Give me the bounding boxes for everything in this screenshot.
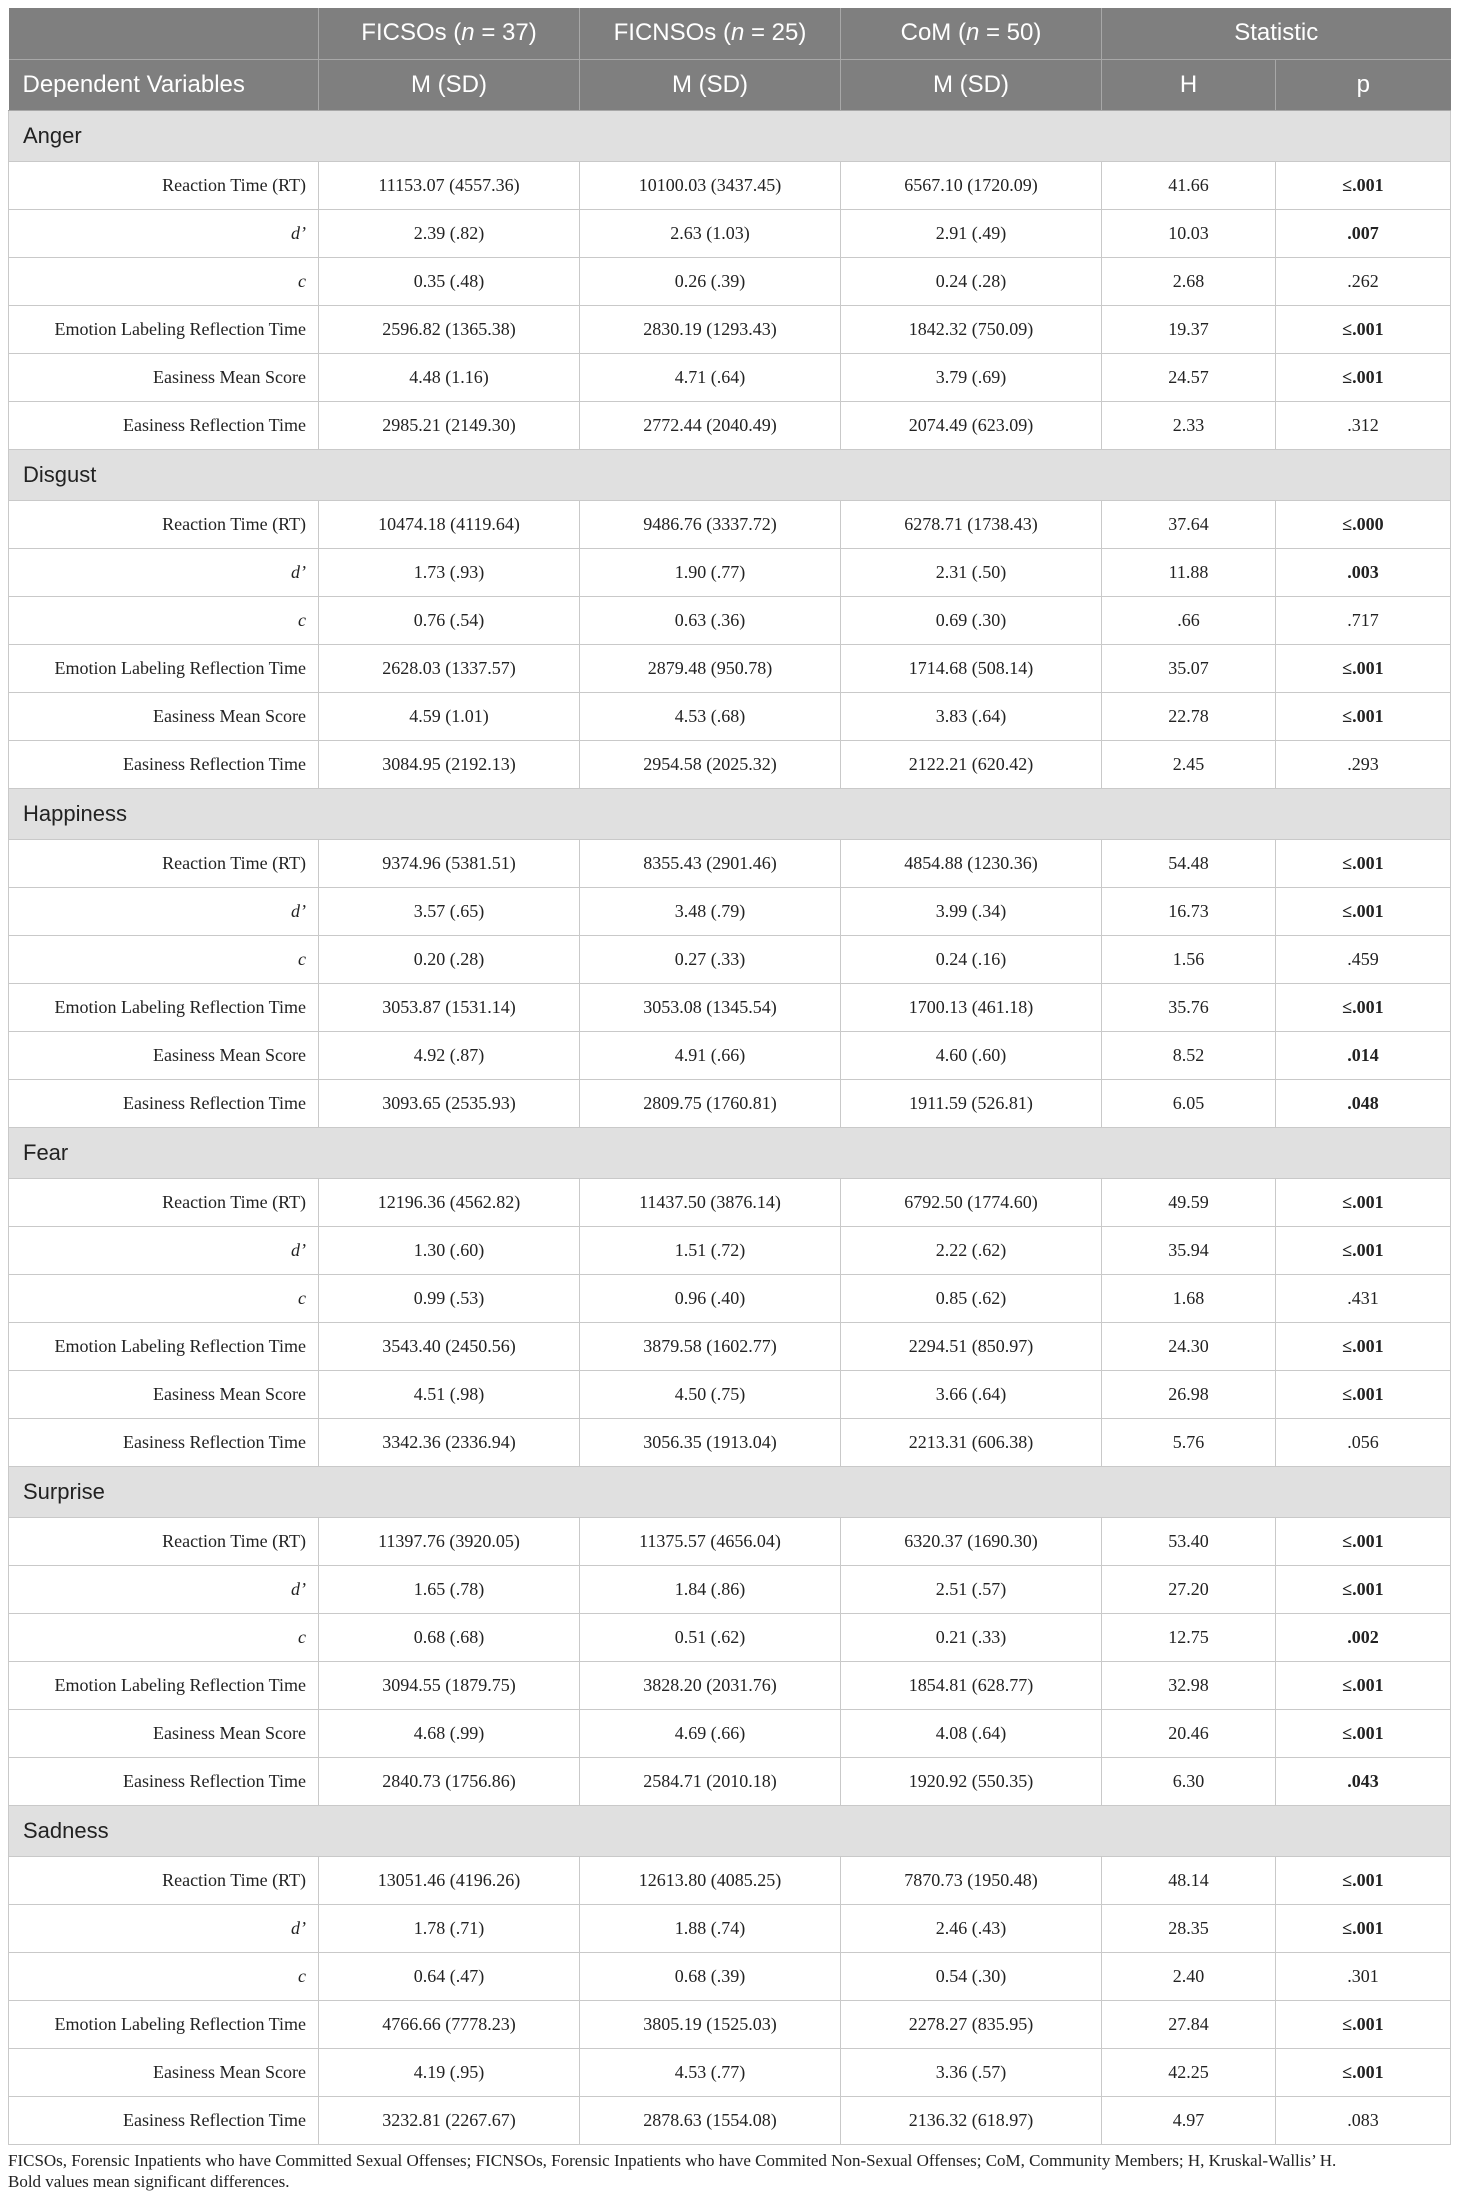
value-ficnsos: 1.90 (.77) — [580, 548, 841, 596]
value-h: 6.05 — [1102, 1079, 1276, 1127]
section-header-row — [9, 449, 1451, 500]
value-ficnsos: 10100.03 (3437.45) — [580, 161, 841, 209]
header-group-ficnsos — [580, 8, 841, 59]
row-label: Easiness Mean Score — [9, 1370, 319, 1418]
value-ficsos: 4.59 (1.01) — [319, 692, 580, 740]
value-com: 4.08 (.64) — [841, 1709, 1102, 1757]
row-label: Reaction Time (RT) — [9, 839, 319, 887]
value-h: 42.25 — [1102, 2048, 1276, 2096]
value-ficsos: 11153.07 (4557.36) — [319, 161, 580, 209]
row-label: c — [9, 1613, 319, 1661]
value-p: .312 — [1276, 401, 1451, 449]
value-p: ≤.001 — [1276, 887, 1451, 935]
value-com: 3.66 (.64) — [841, 1370, 1102, 1418]
value-h: 24.30 — [1102, 1322, 1276, 1370]
value-h: 35.76 — [1102, 983, 1276, 1031]
row-label: c — [9, 1952, 319, 2000]
header-group-ficnsos-n-value: = 25) — [744, 19, 807, 47]
value-ficnsos: 4.71 (.64) — [580, 353, 841, 401]
section-header-row — [9, 788, 1451, 839]
value-ficnsos: 2.63 (1.03) — [580, 209, 841, 257]
section-title: Happiness — [9, 788, 1451, 839]
value-ficsos: 3053.87 (1531.14) — [319, 983, 580, 1031]
value-h: 35.94 — [1102, 1226, 1276, 1274]
value-h: 6.30 — [1102, 1757, 1276, 1805]
value-p: .002 — [1276, 1613, 1451, 1661]
value-ficnsos: 2954.58 (2025.32) — [580, 740, 841, 788]
value-ficnsos: 3879.58 (1602.77) — [580, 1322, 841, 1370]
header-row-columns — [9, 59, 1451, 110]
value-com: 6567.10 (1720.09) — [841, 161, 1102, 209]
table-row — [9, 1370, 1451, 1418]
value-com: 0.24 (.16) — [841, 935, 1102, 983]
value-h: 37.64 — [1102, 500, 1276, 548]
value-ficnsos: 0.26 (.39) — [580, 257, 841, 305]
value-ficsos: 0.20 (.28) — [319, 935, 580, 983]
value-ficnsos: 2830.19 (1293.43) — [580, 305, 841, 353]
header-group-com — [841, 8, 1102, 59]
value-ficsos: 11397.76 (3920.05) — [319, 1517, 580, 1565]
value-com: 4854.88 (1230.36) — [841, 839, 1102, 887]
value-ficsos: 9374.96 (5381.51) — [319, 839, 580, 887]
row-label: Emotion Labeling Reflection Time — [9, 983, 319, 1031]
table-row — [9, 401, 1451, 449]
value-ficnsos: 9486.76 (3337.72) — [580, 500, 841, 548]
value-ficnsos: 3056.35 (1913.04) — [580, 1418, 841, 1466]
value-h: 2.40 — [1102, 1952, 1276, 2000]
value-ficnsos: 3805.19 (1525.03) — [580, 2000, 841, 2048]
value-ficsos: 0.76 (.54) — [319, 596, 580, 644]
table-row — [9, 1904, 1451, 1952]
row-label: Easiness Mean Score — [9, 353, 319, 401]
row-label: Reaction Time (RT) — [9, 1517, 319, 1565]
table-row — [9, 983, 1451, 1031]
value-ficsos: 10474.18 (4119.64) — [319, 500, 580, 548]
row-label: d’ — [9, 1226, 319, 1274]
value-ficnsos: 0.27 (.33) — [580, 935, 841, 983]
table-row — [9, 740, 1451, 788]
value-ficsos: 4766.66 (7778.23) — [319, 2000, 580, 2048]
header-group-ficsos — [319, 8, 580, 59]
value-com: 0.85 (.62) — [841, 1274, 1102, 1322]
value-ficsos: 4.19 (.95) — [319, 2048, 580, 2096]
value-ficnsos: 4.69 (.66) — [580, 1709, 841, 1757]
results-table-container — [8, 8, 1450, 2145]
table-row — [9, 935, 1451, 983]
value-ficnsos: 2809.75 (1760.81) — [580, 1079, 841, 1127]
table-row — [9, 1079, 1451, 1127]
table-row — [9, 887, 1451, 935]
row-label: c — [9, 596, 319, 644]
value-p: ≤.000 — [1276, 500, 1451, 548]
value-p: ≤.001 — [1276, 1904, 1451, 1952]
value-h: 53.40 — [1102, 1517, 1276, 1565]
value-ficnsos: 1.51 (.72) — [580, 1226, 841, 1274]
value-h: 2.33 — [1102, 401, 1276, 449]
value-ficnsos: 4.53 (.68) — [580, 692, 841, 740]
value-ficsos: 12196.36 (4562.82) — [319, 1178, 580, 1226]
value-p: .717 — [1276, 596, 1451, 644]
value-h: 4.97 — [1102, 2096, 1276, 2144]
value-h: 11.88 — [1102, 548, 1276, 596]
table-row — [9, 1178, 1451, 1226]
value-h: 48.14 — [1102, 1856, 1276, 1904]
value-ficsos: 2985.21 (2149.30) — [319, 401, 580, 449]
row-label: Easiness Mean Score — [9, 2048, 319, 2096]
value-com: 3.36 (.57) — [841, 2048, 1102, 2096]
value-h: 24.57 — [1102, 353, 1276, 401]
section-header-row — [9, 1466, 1451, 1517]
value-h: 10.03 — [1102, 209, 1276, 257]
row-label: Emotion Labeling Reflection Time — [9, 305, 319, 353]
table-body — [9, 110, 1451, 2144]
footnote-abbreviations: FICSOs, Forensic Inpatients who have Committed Sexual Offenses; FICNSOs, Forensic Inpatients who have Commited Non-Sexual Offenses; CoM, Community Members; H, Kruskal-Wallis’ H. — [8, 2151, 1337, 2170]
row-label: d’ — [9, 887, 319, 935]
value-ficnsos: 2878.63 (1554.08) — [580, 2096, 841, 2144]
value-ficsos: 2840.73 (1756.86) — [319, 1757, 580, 1805]
footnote-bold-note: Bold values mean significant differences. — [8, 2172, 290, 2191]
value-ficnsos: 1.84 (.86) — [580, 1565, 841, 1613]
value-p: .014 — [1276, 1031, 1451, 1079]
value-p: .459 — [1276, 935, 1451, 983]
header-group-com-n-symbol: n — [965, 19, 980, 47]
table-row — [9, 1322, 1451, 1370]
value-p: .043 — [1276, 1757, 1451, 1805]
value-ficsos: 3094.55 (1879.75) — [319, 1661, 580, 1709]
header-dependent-variables: Dependent Variables — [9, 59, 319, 110]
row-label: Easiness Mean Score — [9, 1709, 319, 1757]
header-group-ficnsos-n-symbol: n — [730, 19, 745, 47]
value-com: 6278.71 (1738.43) — [841, 500, 1102, 548]
value-h: 20.46 — [1102, 1709, 1276, 1757]
value-p: .048 — [1276, 1079, 1451, 1127]
section-header-row — [9, 1127, 1451, 1178]
value-p: ≤.001 — [1276, 2048, 1451, 2096]
section-header-row — [9, 1805, 1451, 1856]
value-com: 1920.92 (550.35) — [841, 1757, 1102, 1805]
value-h: .66 — [1102, 596, 1276, 644]
value-com: 1911.59 (526.81) — [841, 1079, 1102, 1127]
value-h: 8.52 — [1102, 1031, 1276, 1079]
value-ficsos: 0.99 (.53) — [319, 1274, 580, 1322]
table-row — [9, 644, 1451, 692]
value-com: 6320.37 (1690.30) — [841, 1517, 1102, 1565]
value-h: 1.68 — [1102, 1274, 1276, 1322]
table-row — [9, 1031, 1451, 1079]
table-row — [9, 209, 1451, 257]
header-group-ficsos-name: FICSOs ( — [361, 19, 462, 47]
row-label: c — [9, 257, 319, 305]
value-com: 2122.21 (620.42) — [841, 740, 1102, 788]
table-row — [9, 1226, 1451, 1274]
value-ficsos: 0.64 (.47) — [319, 1952, 580, 2000]
value-com: 0.54 (.30) — [841, 1952, 1102, 2000]
value-com: 0.24 (.28) — [841, 257, 1102, 305]
value-h: 26.98 — [1102, 1370, 1276, 1418]
header-p: p — [1276, 59, 1451, 110]
table-row — [9, 1757, 1451, 1805]
table-row — [9, 1856, 1451, 1904]
table-row — [9, 1952, 1451, 2000]
row-label: Easiness Reflection Time — [9, 1418, 319, 1466]
value-ficsos: 4.92 (.87) — [319, 1031, 580, 1079]
value-com: 3.79 (.69) — [841, 353, 1102, 401]
value-ficnsos: 4.91 (.66) — [580, 1031, 841, 1079]
value-ficnsos: 2584.71 (2010.18) — [580, 1757, 841, 1805]
table-row — [9, 596, 1451, 644]
row-label: Reaction Time (RT) — [9, 500, 319, 548]
row-label: Emotion Labeling Reflection Time — [9, 1661, 319, 1709]
value-p: ≤.001 — [1276, 839, 1451, 887]
value-ficsos: 4.48 (1.16) — [319, 353, 580, 401]
table-row — [9, 257, 1451, 305]
results-table — [8, 8, 1451, 2145]
value-h: 28.35 — [1102, 1904, 1276, 1952]
value-com: 6792.50 (1774.60) — [841, 1178, 1102, 1226]
row-label: c — [9, 1274, 319, 1322]
value-com: 0.69 (.30) — [841, 596, 1102, 644]
row-label: Emotion Labeling Reflection Time — [9, 2000, 319, 2048]
value-h: 27.20 — [1102, 1565, 1276, 1613]
value-p: ≤.001 — [1276, 983, 1451, 1031]
header-group-ficnsos-name: FICNSOs ( — [613, 19, 731, 47]
value-ficnsos: 2772.44 (2040.49) — [580, 401, 841, 449]
table-row — [9, 839, 1451, 887]
value-ficnsos: 8355.43 (2901.46) — [580, 839, 841, 887]
value-p: .431 — [1276, 1274, 1451, 1322]
value-com: 2.51 (.57) — [841, 1565, 1102, 1613]
value-ficsos: 0.68 (.68) — [319, 1613, 580, 1661]
value-h: 22.78 — [1102, 692, 1276, 740]
table-row — [9, 1517, 1451, 1565]
row-label: c — [9, 935, 319, 983]
value-h: 49.59 — [1102, 1178, 1276, 1226]
row-label: Easiness Reflection Time — [9, 1079, 319, 1127]
value-ficnsos: 0.51 (.62) — [580, 1613, 841, 1661]
value-ficsos: 13051.46 (4196.26) — [319, 1856, 580, 1904]
value-ficnsos: 11375.57 (4656.04) — [580, 1517, 841, 1565]
value-h: 27.84 — [1102, 2000, 1276, 2048]
table-row — [9, 2048, 1451, 2096]
value-p: ≤.001 — [1276, 692, 1451, 740]
value-com: 2278.27 (835.95) — [841, 2000, 1102, 2048]
header-group-com-n-value: = 50) — [979, 19, 1042, 47]
header-statistic: Statistic — [1102, 8, 1451, 59]
value-ficsos: 1.30 (.60) — [319, 1226, 580, 1274]
value-h: 19.37 — [1102, 305, 1276, 353]
value-com: 2294.51 (850.97) — [841, 1322, 1102, 1370]
row-label: Easiness Mean Score — [9, 1031, 319, 1079]
value-h: 35.07 — [1102, 644, 1276, 692]
value-p: ≤.001 — [1276, 2000, 1451, 2048]
value-p: .056 — [1276, 1418, 1451, 1466]
header-group-ficsos-n-value: = 37) — [474, 19, 537, 47]
value-ficsos: 3084.95 (2192.13) — [319, 740, 580, 788]
value-ficsos: 1.78 (.71) — [319, 1904, 580, 1952]
value-h: 41.66 — [1102, 161, 1276, 209]
value-p: .262 — [1276, 257, 1451, 305]
value-ficnsos: 0.63 (.36) — [580, 596, 841, 644]
value-p: ≤.001 — [1276, 1370, 1451, 1418]
value-p: ≤.001 — [1276, 1178, 1451, 1226]
row-label: Easiness Reflection Time — [9, 740, 319, 788]
value-ficsos: 3232.81 (2267.67) — [319, 2096, 580, 2144]
value-ficnsos: 4.53 (.77) — [580, 2048, 841, 2096]
row-label: d’ — [9, 209, 319, 257]
row-label: Reaction Time (RT) — [9, 1856, 319, 1904]
table-header — [9, 8, 1451, 110]
value-p: ≤.001 — [1276, 1856, 1451, 1904]
value-ficsos: 0.35 (.48) — [319, 257, 580, 305]
value-com: 2.46 (.43) — [841, 1904, 1102, 1952]
value-com: 1854.81 (628.77) — [841, 1661, 1102, 1709]
value-ficnsos: 12613.80 (4085.25) — [580, 1856, 841, 1904]
value-ficsos: 4.51 (.98) — [319, 1370, 580, 1418]
value-com: 3.99 (.34) — [841, 887, 1102, 935]
value-p: ≤.001 — [1276, 305, 1451, 353]
section-title: Disgust — [9, 449, 1451, 500]
header-blank-cell — [9, 8, 319, 59]
table-row — [9, 1661, 1451, 1709]
value-p: .003 — [1276, 548, 1451, 596]
value-ficnsos: 3053.08 (1345.54) — [580, 983, 841, 1031]
table-row — [9, 1418, 1451, 1466]
value-ficnsos: 11437.50 (3876.14) — [580, 1178, 841, 1226]
section-title: Sadness — [9, 1805, 1451, 1856]
value-p: ≤.001 — [1276, 1661, 1451, 1709]
value-ficsos: 3.57 (.65) — [319, 887, 580, 935]
table-row — [9, 1565, 1451, 1613]
table-row — [9, 500, 1451, 548]
section-title: Fear — [9, 1127, 1451, 1178]
value-h: 32.98 — [1102, 1661, 1276, 1709]
value-ficnsos: 4.50 (.75) — [580, 1370, 841, 1418]
header-msd-com: M (SD) — [841, 59, 1102, 110]
value-ficnsos: 0.68 (.39) — [580, 1952, 841, 2000]
table-row — [9, 353, 1451, 401]
value-ficsos: 3093.65 (2535.93) — [319, 1079, 580, 1127]
value-com: 1842.32 (750.09) — [841, 305, 1102, 353]
value-ficsos: 1.65 (.78) — [319, 1565, 580, 1613]
table-row — [9, 1274, 1451, 1322]
table-row — [9, 2096, 1451, 2144]
table-row — [9, 2000, 1451, 2048]
value-ficnsos: 0.96 (.40) — [580, 1274, 841, 1322]
row-label: d’ — [9, 1565, 319, 1613]
value-com: 2.91 (.49) — [841, 209, 1102, 257]
value-p: .083 — [1276, 2096, 1451, 2144]
value-p: ≤.001 — [1276, 644, 1451, 692]
value-ficnsos: 1.88 (.74) — [580, 1904, 841, 1952]
table-row — [9, 692, 1451, 740]
row-label: Reaction Time (RT) — [9, 161, 319, 209]
value-com: 3.83 (.64) — [841, 692, 1102, 740]
value-p: ≤.001 — [1276, 161, 1451, 209]
row-label: Emotion Labeling Reflection Time — [9, 644, 319, 692]
value-p: ≤.001 — [1276, 1322, 1451, 1370]
value-p: ≤.001 — [1276, 1226, 1451, 1274]
value-h: 1.56 — [1102, 935, 1276, 983]
value-p: ≤.001 — [1276, 353, 1451, 401]
value-h: 12.75 — [1102, 1613, 1276, 1661]
value-h: 54.48 — [1102, 839, 1276, 887]
header-group-com-name: CoM ( — [900, 19, 966, 47]
value-com: 1700.13 (461.18) — [841, 983, 1102, 1031]
value-com: 2213.31 (606.38) — [841, 1418, 1102, 1466]
value-ficsos: 3543.40 (2450.56) — [319, 1322, 580, 1370]
table-row — [9, 161, 1451, 209]
value-h: 5.76 — [1102, 1418, 1276, 1466]
value-com: 0.21 (.33) — [841, 1613, 1102, 1661]
row-label: Emotion Labeling Reflection Time — [9, 1322, 319, 1370]
value-ficsos: 4.68 (.99) — [319, 1709, 580, 1757]
value-ficnsos: 3828.20 (2031.76) — [580, 1661, 841, 1709]
row-label: d’ — [9, 1904, 319, 1952]
table-row — [9, 305, 1451, 353]
value-ficsos: 2628.03 (1337.57) — [319, 644, 580, 692]
table-row — [9, 1613, 1451, 1661]
value-com: 2.22 (.62) — [841, 1226, 1102, 1274]
header-h: H — [1102, 59, 1276, 110]
value-p: ≤.001 — [1276, 1565, 1451, 1613]
value-ficsos: 2.39 (.82) — [319, 209, 580, 257]
value-ficnsos: 3.48 (.79) — [580, 887, 841, 935]
value-h: 16.73 — [1102, 887, 1276, 935]
header-msd-ficnsos: M (SD) — [580, 59, 841, 110]
value-com: 2136.32 (618.97) — [841, 2096, 1102, 2144]
value-ficnsos: 2879.48 (950.78) — [580, 644, 841, 692]
row-label: Easiness Reflection Time — [9, 1757, 319, 1805]
value-h: 2.68 — [1102, 257, 1276, 305]
value-p: .293 — [1276, 740, 1451, 788]
section-title: Surprise — [9, 1466, 1451, 1517]
row-label: Reaction Time (RT) — [9, 1178, 319, 1226]
header-group-ficsos-n-symbol: n — [461, 19, 475, 47]
value-com: 1714.68 (508.14) — [841, 644, 1102, 692]
value-h: 2.45 — [1102, 740, 1276, 788]
header-msd-ficsos: M (SD) — [319, 59, 580, 110]
section-header-row — [9, 110, 1451, 161]
value-p: ≤.001 — [1276, 1517, 1451, 1565]
value-p: .301 — [1276, 1952, 1451, 2000]
row-label: Easiness Reflection Time — [9, 401, 319, 449]
row-label: Easiness Mean Score — [9, 692, 319, 740]
value-p: ≤.001 — [1276, 1709, 1451, 1757]
table-row — [9, 1709, 1451, 1757]
header-row-groups — [9, 8, 1451, 59]
value-com: 2.31 (.50) — [841, 548, 1102, 596]
value-p: .007 — [1276, 209, 1451, 257]
value-com: 7870.73 (1950.48) — [841, 1856, 1102, 1904]
table-footnote — [8, 2150, 1450, 2192]
value-ficsos: 3342.36 (2336.94) — [319, 1418, 580, 1466]
table-row — [9, 548, 1451, 596]
value-com: 4.60 (.60) — [841, 1031, 1102, 1079]
value-com: 2074.49 (623.09) — [841, 401, 1102, 449]
value-ficsos: 2596.82 (1365.38) — [319, 305, 580, 353]
row-label: d’ — [9, 548, 319, 596]
row-label: Easiness Reflection Time — [9, 2096, 319, 2144]
value-ficsos: 1.73 (.93) — [319, 548, 580, 596]
section-title: Anger — [9, 110, 1451, 161]
